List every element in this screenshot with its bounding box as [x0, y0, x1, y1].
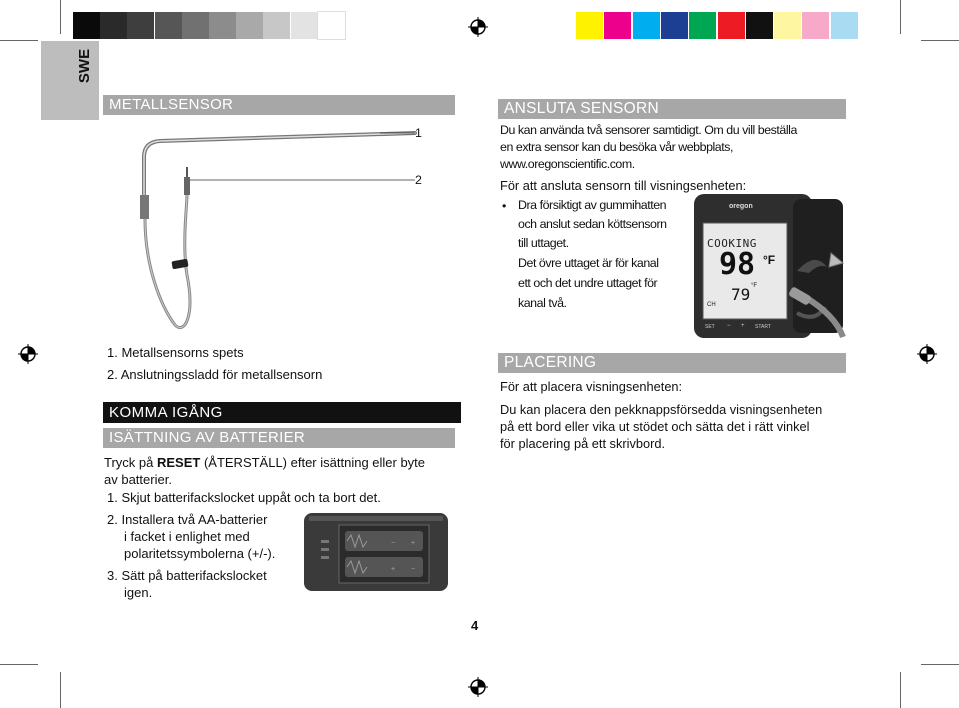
- bullet-line: och anslut sedan köttsensorn: [518, 217, 667, 231]
- color-swatch: [576, 12, 603, 39]
- placement-text-line2: på ett bord eller vika ut stödet och sätta det i rätt vinkel: [500, 419, 810, 434]
- color-swatch: [155, 12, 182, 39]
- device-target-unit: °F: [751, 283, 758, 289]
- placement-text-line1: Du kan placera den pekknappsförsedda visningsenheten: [500, 402, 823, 417]
- language-tab-label: SWE: [76, 48, 93, 84]
- device-unit: °F: [763, 253, 776, 267]
- svg-text:+: +: [391, 566, 396, 573]
- color-swatch: [718, 12, 745, 39]
- battery-compartment-illustration: [303, 512, 449, 592]
- device-mode: COOKING: [707, 237, 757, 250]
- color-swatch: [127, 12, 154, 39]
- reset-instruction-line2: av batterier.: [104, 472, 172, 487]
- registration-mark-icon: [18, 344, 38, 364]
- page-number: 4: [471, 618, 479, 633]
- section-title-komma-igang: KOMMA IGÅNG: [103, 402, 461, 423]
- device-channel: CH: [707, 302, 716, 308]
- list-item: 1. Metallsensorns spets: [107, 345, 244, 360]
- color-swatch: [318, 12, 345, 39]
- color-swatch: [182, 12, 209, 39]
- registration-mark-icon: [917, 344, 937, 364]
- device-brand: oregon: [729, 203, 753, 210]
- crop-mark: [0, 40, 38, 41]
- bullet-line: ett och det undre uttaget för: [518, 276, 658, 290]
- svg-text:−: −: [411, 566, 416, 573]
- color-swatch: [236, 12, 263, 39]
- callout-2: 2: [415, 173, 422, 187]
- step-3-line2: igen.: [124, 585, 153, 600]
- section-title-metallsensor: METALLSENSOR: [103, 95, 455, 115]
- color-swatch: [604, 12, 631, 39]
- crop-mark: [60, 0, 61, 34]
- section-title-batterier: ISÄTTNING AV BATTERIER: [103, 428, 455, 448]
- color-swatch: [831, 12, 858, 39]
- device-button-plus: +: [741, 323, 745, 329]
- color-swatch: [263, 12, 290, 39]
- bullet-line: Dra försiktigt av gummihatten: [518, 198, 667, 212]
- step-1: 1. Skjut batterifackslocket uppåt och ta bort det.: [107, 490, 381, 505]
- device-button-start: START: [755, 324, 771, 330]
- device-temp: 98: [719, 247, 756, 282]
- registration-mark-icon: [468, 17, 488, 37]
- svg-text:+: +: [411, 540, 416, 547]
- metal-sensor-illustration: [130, 125, 430, 340]
- crop-mark: [921, 664, 959, 665]
- placement-text-line3: för placering på ett skrivbord.: [500, 436, 666, 451]
- list-item: 2. Anslutningssladd för metallsensorn: [107, 367, 323, 382]
- color-swatch: [291, 12, 318, 39]
- step-3-line1: 3. Sätt på batterifackslocket: [107, 568, 267, 583]
- crop-mark: [921, 40, 959, 41]
- crop-mark: [0, 664, 38, 665]
- step-2-line2: i facket i enlighet med: [124, 529, 250, 544]
- callout-1: 1: [415, 126, 422, 140]
- display-unit-illustration: [693, 193, 846, 340]
- registration-mark-icon: [468, 677, 488, 697]
- connect-text-line2: en extra sensor kan du besöka vår webbplats,: [500, 140, 733, 154]
- section-title-ansluta-sensorn: ANSLUTA SENSORN: [498, 99, 846, 119]
- bullet-line: kanal två.: [518, 296, 567, 310]
- section-title-placering: PLACERING: [498, 353, 846, 373]
- color-swatch: [100, 12, 127, 39]
- color-swatch: [633, 12, 660, 39]
- connect-text-line1: Du kan använda två sensorer samtidigt. Om du vill beställa: [500, 123, 797, 137]
- color-swatch: [689, 12, 716, 39]
- website-link[interactable]: www.oregonscientific.com.: [500, 157, 635, 171]
- device-button-set: SET: [705, 324, 715, 330]
- color-swatch: [73, 12, 100, 39]
- bullet-mark: •: [502, 199, 507, 213]
- color-swatch: [774, 12, 801, 39]
- step-2-line3: polaritetssymbolerna (+/-).: [124, 546, 276, 561]
- reset-instruction: Tryck på RESET (ÅTERSTÄLL) efter isättning eller byte: [104, 455, 426, 470]
- step-2-line1: 2. Installera två AA-batterier: [107, 512, 268, 527]
- placement-subheading: För att placera visningsenheten:: [500, 379, 683, 394]
- crop-mark: [60, 672, 61, 708]
- bullet-line: Det övre uttaget är för kanal: [518, 256, 659, 270]
- color-swatch: [661, 12, 688, 39]
- crop-mark: [900, 672, 901, 708]
- bullet-line: till uttaget.: [518, 236, 569, 250]
- color-swatch: [802, 12, 829, 39]
- crop-mark: [900, 0, 901, 34]
- device-button-minus: −: [727, 323, 731, 329]
- connect-subheading: För att ansluta sensorn till visningsenheten:: [500, 178, 747, 193]
- svg-text:−: −: [391, 540, 396, 547]
- device-target: 79: [731, 285, 751, 304]
- color-swatch: [209, 12, 236, 39]
- color-swatch: [746, 12, 773, 39]
